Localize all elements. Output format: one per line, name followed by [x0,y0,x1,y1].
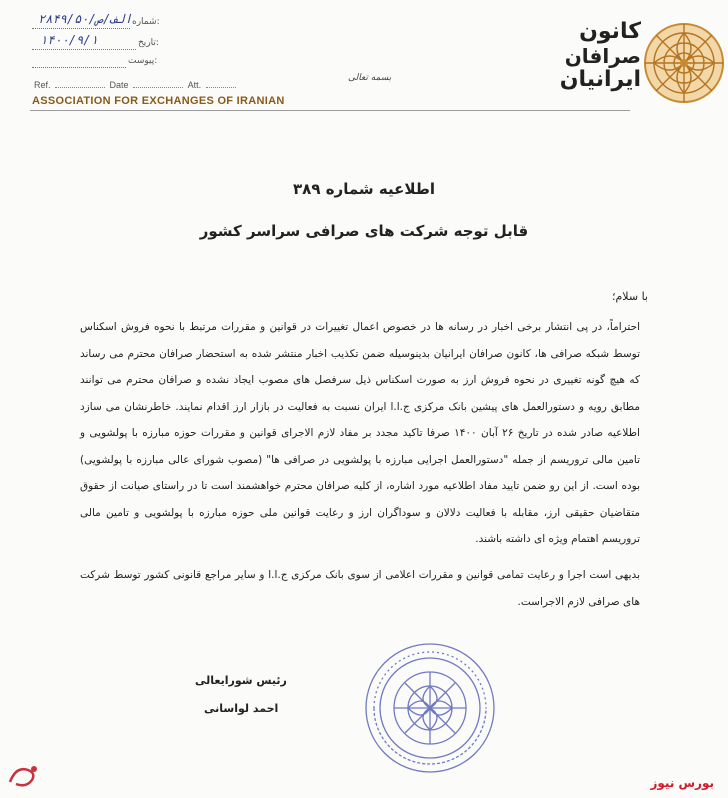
date-value: ۱۴۰۰/۹/۱ [40,33,98,47]
notice-subtitle: قابل توجه شرکت های صرافی سراسر کشور [199,222,529,240]
logo-line-2: صرافان [564,44,641,68]
number-value: ۲۸۴۹/الف/ص/۵۰ [38,12,132,26]
date-label: تاریخ: [138,38,159,48]
logo-text [560,20,641,92]
arabesque-emblem-icon [643,22,725,104]
logo-line-3: ایرانیان [559,67,641,92]
body-paragraph-2: بدیهی است اجرا و رعایت تمامی قوانین و مقررات اعلامی از سوی بانک مرکزی ج.ا.ا و سایر مراجع قانونی کشور توسط شرکت های صرافی لازم الاجراست. [80,569,640,608]
association-logo [525,18,725,108]
association-seal-stamp [360,638,500,778]
signatory-title: رئیس شورایعالی [195,674,287,687]
attach-label: پیوست: [128,56,158,66]
number-line [32,28,130,29]
attach-line [32,67,126,68]
ref-row [34,80,238,90]
date-en-label: Date [109,80,129,90]
notice-title: اطلاعیه شماره ۳۸۹ [293,180,435,198]
greeting: با سلام؛ [612,290,648,303]
corner-logo-icon [6,762,42,790]
watermark-text: بورس نیوز [650,776,714,790]
logo-line-1: کانون [579,19,641,44]
association-name-en: ASSOCIATION FOR EXCHANGES OF IRANIAN [32,95,285,107]
date-line [32,49,136,50]
att-label: Att. [187,80,202,90]
header-divider [30,110,630,111]
ref-label: Ref. [34,80,51,90]
signature-note: بسمه تعالی [348,73,392,83]
body-paragraph-1: احتراماً، در پی انتشار برخی اخبار در رسانه ها در خصوص اعمال تغییرات در قوانین و مقررات مرتبط با نحوه فروش اسکناس توسط شبکه صرافی ها، کانون صرافان ایرانیان بدینوسیله ضمن تکذیب اخبار منتشر شده به استحضار صرافان محترم می رساند که هیچ گونه تغییری در نحوه فروش ارز به صورت اسکناس ذیل سرفصل های مصوب ایجاد نشده و صرافان محترم می توانند مطابق رویه و دستورالعمل های پیشین بانک مرکزی ج.ا.ا ایران نسبت به فعالیت در بازار ارز اقدام نمایند. خاطرنشان می سازد اطلاعیه صادر شده در تاریخ ۲۶ آبان ۱۴۰۰ صرفا تاکید مجدد بر مفاد لازم الاجرای قوانین و مقررات حوزه مبارزه با پولشویی و تامین مالی تروریسم از جمله "دستورالعمل اجرایی مبارزه با پولشویی در صرافی ها" (مصوب شورای عالی مبارزه با پولشویی) بوده است. از این رو ضمن تایید مفاد اطلاعیه مورد اشاره، از کلیه صرافان محترم خواهشمند است تا در راستای صیانت از حقوق متقاضیان حقیقی ارز، مقابله با فعالیت دلالان و سوداگران ارز و رعایت قوانین ملی حوزه مبارزه با پولشویی و تامین مالی تروریسم اهتمام ویژه ای داشته باشند. [80,321,640,545]
number-label: شماره: [132,17,160,27]
signatory-name: احمد لواسانی [204,702,279,715]
